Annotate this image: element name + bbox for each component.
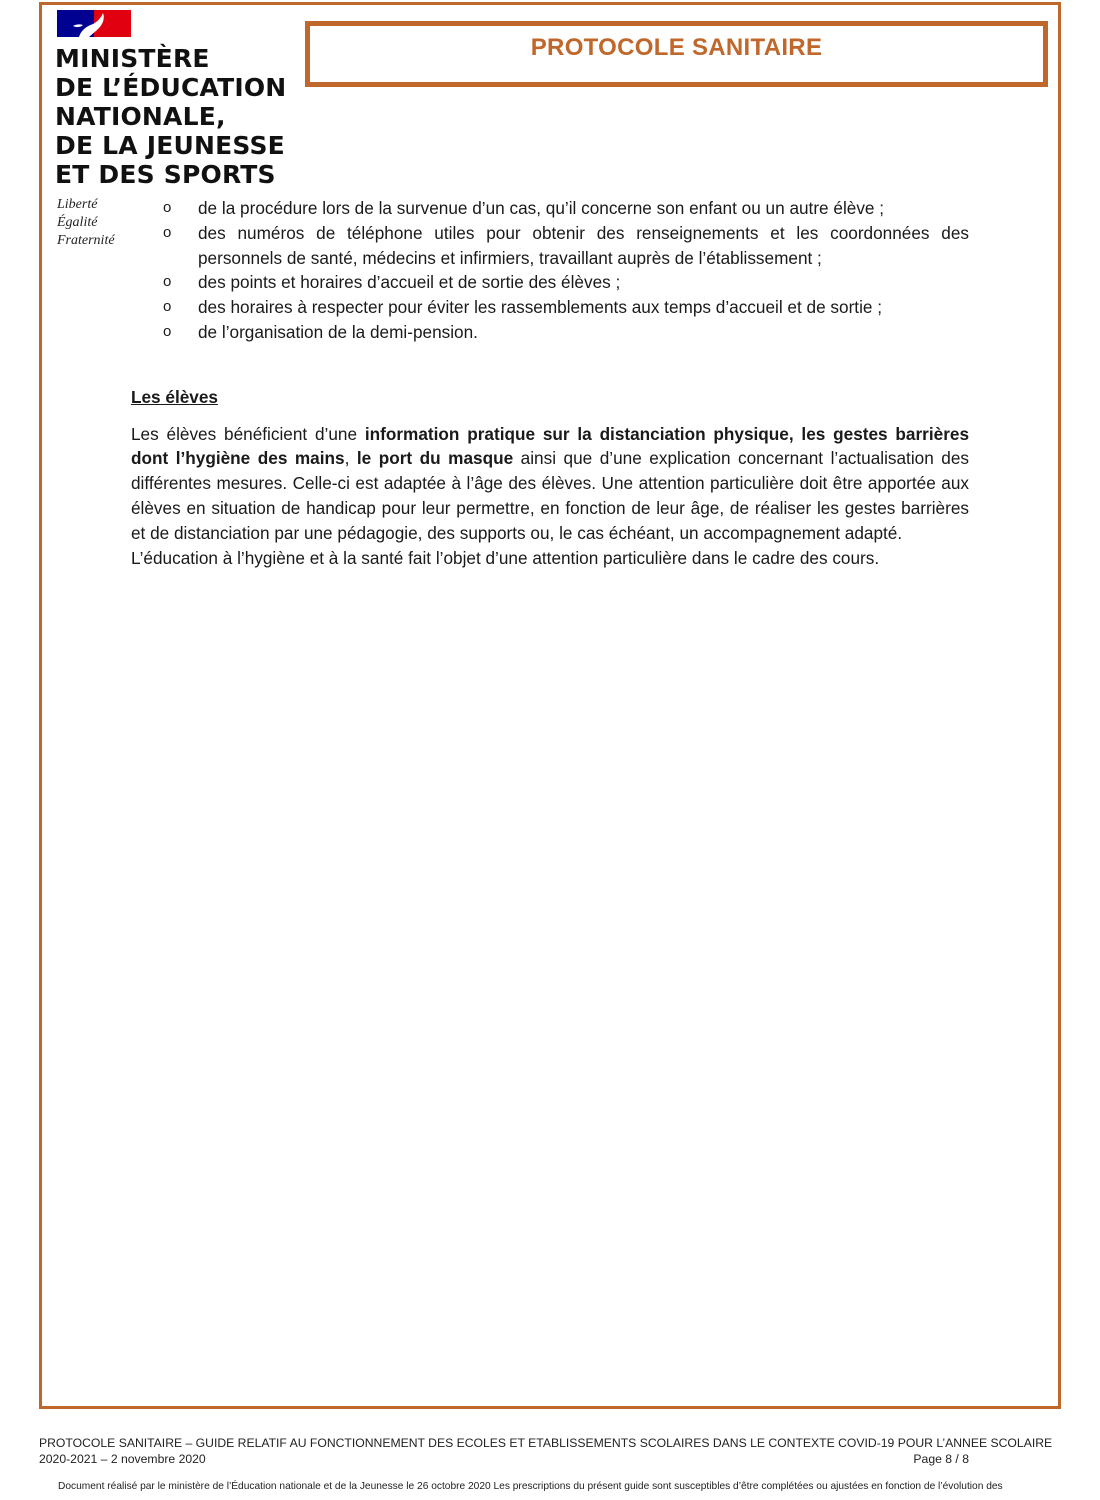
paragraph-text: ainsi que d’une explication concernant l’actualisation des différentes mesures. Celle-ci est adaptée à l’âge des élèves. Une attention particulière doit être apportée aux élèves en situation de handicap pour leur permettre, en fonction de leur âge, de réaliser les gestes barrières et de distanciation par une pédagogie, des supports ou, le cas échéant, un accompagnement adapté. [131, 448, 969, 543]
footer-line [39, 1451, 1049, 1467]
ministry-line: DE L’ÉDUCATION [55, 73, 287, 102]
bullet-marker: o [163, 199, 172, 216]
motto-line: Égalité [57, 215, 98, 230]
bullet-marker: o [163, 322, 172, 340]
marianne-flag-icon [57, 10, 131, 37]
page-title: PROTOCOLE SANITAIRE [530, 34, 823, 61]
bullet-marker: o [163, 273, 172, 291]
paragraph-emphasis: le port du masque [356, 448, 514, 469]
republic-motto [57, 196, 115, 250]
ministry-name [55, 44, 315, 189]
list-item-text: de l’organisation de la demi-pension. [198, 321, 478, 342]
list-item-text: des numéros de téléphone utiles pour obtenir des renseignements et les coordonnées des personnels de santé, médecins et infirmiers, travaillant auprès de l’établissement ; [198, 222, 969, 268]
bullet-marker: o [163, 298, 172, 316]
list-item-text: de la procédure lors de la survenue d’un cas, qu’il concerne son enfant ou un autre élève ; [198, 198, 885, 218]
info-bullet-list [131, 196, 969, 345]
motto-line: Liberté [57, 197, 98, 212]
page-footer [39, 1435, 1053, 1467]
section-paragraph-2: L’éducation à l’hygiène et à la santé fait l’objet d’une attention particulière dans le cadre des cours. [131, 547, 880, 568]
motto-line: Fraternité [57, 233, 115, 248]
ministry-line: DE LA JEUNESSE [55, 131, 285, 160]
document-body [131, 196, 969, 570]
section-title: Les élèves [131, 386, 218, 407]
list-item [131, 320, 969, 345]
list-item [131, 295, 969, 320]
paragraph-text: Les élèves bénéficient d’une [131, 423, 365, 444]
footer-title: PROTOCOLE SANITAIRE – GUIDE RELATIF AU FONCTIONNEMENT DES ECOLES ET ETABLISSEMENTS SCOLAIRES DANS LE CONTEXTE COVID-19 POUR L’ANNEE SCOLAIRE [39, 1436, 1053, 1450]
list-item-text: des points et horaires d’accueil et de sortie des élèves ; [198, 272, 621, 293]
list-item [131, 196, 969, 221]
bullet-marker: o [163, 223, 172, 241]
header-title-box [305, 21, 1048, 87]
page-number: Page 8 / 8 [913, 1452, 969, 1466]
paragraph-emphasis: information pratique sur la distanciation physique, les gestes barrières dont l’hygiène des mains [131, 423, 969, 469]
paragraph-text: , [344, 448, 357, 469]
ministry-line: NATIONALE, [55, 102, 226, 131]
footer-date: 2020-2021 – 2 novembre 2020 [39, 1452, 206, 1466]
ministry-line: ET DES SPORTS [55, 160, 276, 189]
section-paragraph [131, 422, 969, 546]
footer-note: Document réalisé par le ministère de l’Éducation nationale et de la Jeunesse le 26 octobre 2020 Les prescriptions du présent guide sont susceptibles d’être complétées ou ajustées en fonction de l’évolution des [58, 1481, 1003, 1492]
ministry-line: MINISTÈRE [55, 44, 210, 73]
list-item [131, 270, 969, 295]
list-item [131, 221, 969, 271]
list-item-text: des horaires à respecter pour éviter les rassemblements aux temps d’accueil et de sortie ; [198, 297, 883, 318]
